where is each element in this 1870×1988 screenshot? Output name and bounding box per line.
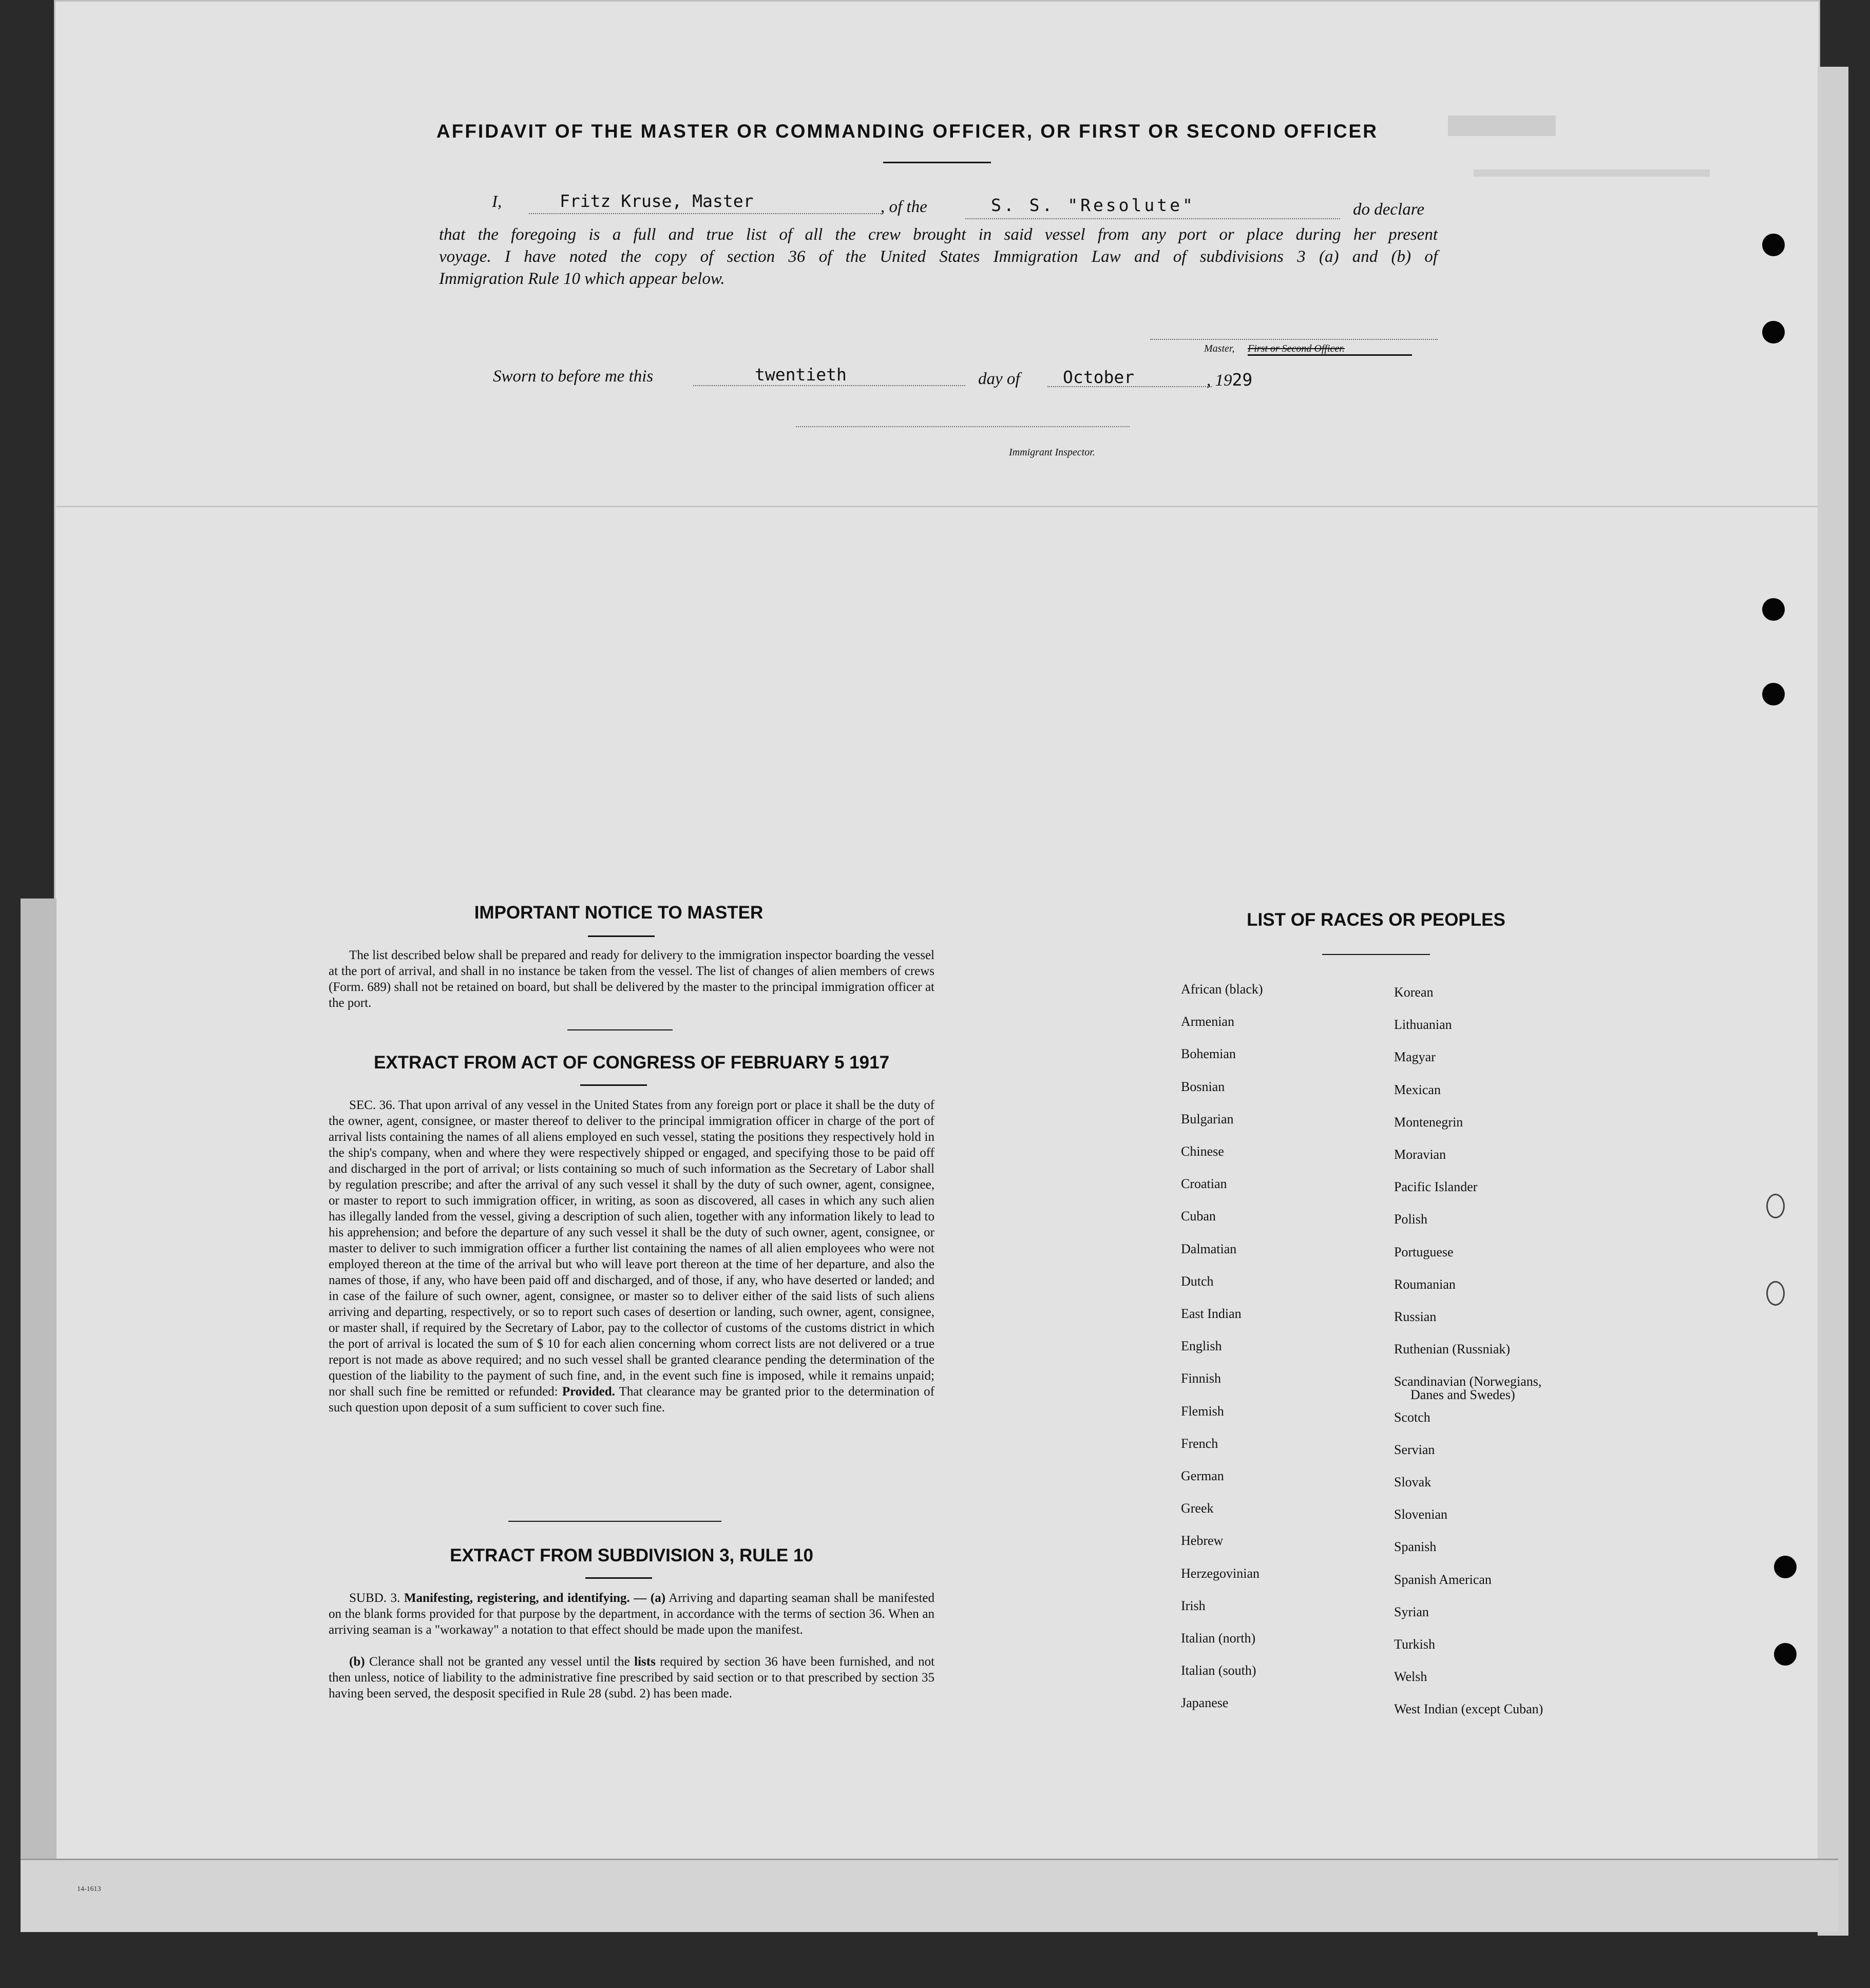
- rule10-a-prefix: SUBD. 3.: [349, 1591, 400, 1605]
- rule10-b-body-1: Clerance shall not be granted any vessel until the: [369, 1655, 630, 1669]
- punch-hole: [1774, 1643, 1797, 1666]
- affidavit-line-3: voyage. I have noted the copy of section 36 of the United States Immigration Law and of subdivisions 3 (a) and (b) of: [439, 247, 1438, 266]
- act-title: EXTRACT FROM ACT OF CONGRESS OF FEBRUARY 5 1917: [373, 1053, 890, 1073]
- punch-hole: [1762, 321, 1785, 343]
- race-list-item: Armenian: [1181, 1014, 1234, 1029]
- race-list-item: Dalmatian: [1181, 1241, 1237, 1256]
- rule10-title: EXTRACT FROM SUBDIVISION 3, RULE 10: [450, 1545, 813, 1565]
- affidavit-title: AFFIDAVIT OF THE MASTER OR COMMANDING OFFICER, OR FIRST OR SECOND OFFICER: [436, 121, 1378, 142]
- bleed-through-shape: [1448, 116, 1556, 136]
- act-divider: [508, 1521, 721, 1522]
- year-entry: 29: [1232, 370, 1253, 390]
- punch-hole-outline: [1766, 1194, 1785, 1218]
- races-title: LIST OF RACES OR PEOPLES: [1247, 910, 1505, 930]
- bleed-through-shape: [1474, 169, 1710, 177]
- affidavit-line-4: Immigration Rule 10 which appear below.: [439, 270, 725, 288]
- race-list-item: Slovak: [1394, 1475, 1432, 1489]
- master-label: Master,: [1204, 343, 1235, 354]
- race-list-item: French: [1181, 1436, 1218, 1451]
- race-list-item: Roumanian: [1394, 1277, 1456, 1292]
- act-text-end: That clearance may be granted prior to the determination of such question upon deposit of a sum sufficient to cover such fine.: [329, 1385, 934, 1414]
- act-provided: Provided.: [562, 1385, 615, 1399]
- notice-title-underline: [588, 935, 655, 937]
- race-list-item: Cuban: [1181, 1209, 1216, 1224]
- year-field: [1207, 370, 1252, 390]
- act-text-body: SEC. 36. That upon arrival of any vessel in the United States from any foreign port or place it shall be the duty of the owner, agent, consignee, or master thereof to deliver to the principal immigration officer in charge of the port of arrival lists containing the names of all aliens employed en such vessel, stating the positions they respectively hold in the ship's company, when and where they were respectively shipped or engaged, and specifying those to be paid off and discharged in the port of arrival; or lists containing so much of such information as the Secretary of Labor shall by regulation prescribe; and after the arrival of any such vessel it shall by the duty of such owner, agent, consignee, or master to report to such immigration officer, in writing, as soon as discovered, all cases in which any such alien has illegally landed from the vessel, giving a description of such alien, together with any information likely to lead to his apprehension; and before the departure of any such vessel it shall be the duty of such owner, agent, consignee, or master to deliver to such immigration officer a further list containing the names of all alien employees who were not employed thereon at the time of the arrival but who will leave port thereon at the time of her departure, and also the names of those, if any, who have been paid off and discharged, and of those, if any, who have deserted or landed; and in case of the failure of such owner, agent, consignee, or master so to deliver either of the said lists of such aliens arriving and departing, respectively, or so to report such cases of desertion or landing, such owner, agent, consignee, or master shall, if required by the Secretary of Labor, pay to the collector of customs of the customs district in which the port of arrival is located the sum of $ 10 for each alien concerning whom correct lists are not delivered or a true report is not made as above required; and no such vessel shall be granted clearance pending the determination of the question of the liability to the payment of such fine, and, in the event such fine is imposed, while it remains unpaid; nor shall such fine be remitted or refunded:: [329, 1098, 934, 1399]
- affidavit-line-2: that the foregoing is a full and true list of all the crew brought in said vessel from any port or place during her present: [439, 225, 1438, 244]
- title-underline: [883, 162, 991, 163]
- race-list-item: African (black): [1181, 982, 1263, 997]
- vessel-name-entry: S. S. "Resolute": [991, 195, 1195, 215]
- rule10-a-body: Arriving and daparting seaman shall be manifested on the blank forms provided for that purpose by the department, in accordance with the terms of section 36. When an arriving seaman is a "workaway" a notation to that effect should be made upon the manifest.: [329, 1591, 935, 1637]
- race-list-item: Greek: [1181, 1501, 1214, 1516]
- race-list-item: Portuguese: [1394, 1245, 1454, 1259]
- day-of-label: day of: [978, 370, 1020, 388]
- race-list-item: Korean: [1394, 985, 1434, 1000]
- act-text: [329, 1097, 934, 1416]
- race-list-item: Slovenian: [1394, 1507, 1447, 1522]
- race-list-item: Montenegrin: [1394, 1115, 1463, 1130]
- punch-hole: [1774, 1556, 1797, 1578]
- form-number: 14-1613: [77, 1885, 101, 1893]
- document-page: [54, 0, 1820, 1930]
- vessel-blank-line: [965, 218, 1340, 219]
- rule10-a-bold: Manifesting, registering, and identifying. — (a): [404, 1591, 666, 1605]
- notice-text: The list described below shall be prepared and ready for delivery to the immigration inspector boarding the vessel at the port of arrival, and shall in no instance be taken from the vessel. The list of changes of alien members of crews (Form. 689) shall not be retained on board, but shall be delivered by the master to the principal immigration officer at the port.: [329, 948, 934, 1010]
- race-list-item: Turkish: [1394, 1637, 1435, 1652]
- sworn-label: Sworn to before me this: [493, 367, 654, 386]
- race-list-item: Finnish: [1181, 1371, 1222, 1386]
- race-list-item: Dutch: [1181, 1274, 1214, 1289]
- race-list-item: Spanish: [1394, 1539, 1437, 1554]
- race-list-item: Flemish: [1181, 1404, 1224, 1419]
- race-list-item: Scotch: [1394, 1410, 1430, 1425]
- race-list-item: Ruthenian (Russniak): [1394, 1342, 1511, 1356]
- punch-hole: [1762, 598, 1785, 621]
- underlying-page-edge-bottom: [21, 1859, 1838, 1932]
- inspector-label: Immigrant Inspector.: [1009, 447, 1095, 458]
- rule10-b-bold: (b): [349, 1655, 365, 1669]
- strike-line: [1248, 354, 1412, 356]
- act-title-underline: [580, 1084, 647, 1086]
- affidavit-pronoun: I,: [492, 193, 502, 211]
- of-the-label: , of the: [881, 198, 927, 216]
- punch-hole-outline: [1766, 1281, 1785, 1306]
- race-list-item: Bulgarian: [1181, 1112, 1234, 1126]
- name-blank-line: [529, 213, 883, 214]
- race-list-item: Irish: [1181, 1598, 1206, 1613]
- rule10-a-text: [329, 1590, 934, 1638]
- notice-title: IMPORTANT NOTICE TO MASTER: [474, 903, 764, 923]
- races-title-underline: [1322, 954, 1430, 955]
- year-prefix: , 19: [1207, 371, 1232, 390]
- race-list-item: Pacific Islander: [1394, 1179, 1478, 1194]
- notice-divider: [567, 1029, 673, 1030]
- day-blank-line: [693, 385, 965, 386]
- race-list-item: Spanish American: [1394, 1572, 1492, 1587]
- struck-officer-label: First or Second Officer.: [1248, 343, 1345, 354]
- race-list-item: Servian: [1394, 1442, 1435, 1457]
- sworn-month-entry: October: [1063, 367, 1135, 387]
- race-list-item: English: [1181, 1339, 1222, 1353]
- do-declare-label: do declare: [1353, 200, 1424, 219]
- race-list-item: Welsh: [1394, 1669, 1427, 1684]
- race-list-item: German: [1181, 1468, 1224, 1483]
- page-edge: [1818, 67, 1848, 1936]
- fold-line: [56, 506, 1818, 507]
- race-list-item: Bohemian: [1181, 1046, 1236, 1061]
- underlying-page-edge: [21, 899, 56, 1915]
- race-list-item: Magyar: [1394, 1049, 1436, 1064]
- race-list-item: Chinese: [1181, 1144, 1224, 1159]
- race-list-item: Bosnian: [1181, 1079, 1225, 1094]
- race-list-item: Scandinavian (Norwegians,: [1394, 1374, 1542, 1389]
- month-blank-line: [1047, 386, 1212, 387]
- race-list-item: West Indian (except Cuban): [1394, 1702, 1543, 1716]
- race-list-item: Mexican: [1394, 1082, 1441, 1097]
- race-list-item: Herzegovinian: [1181, 1566, 1260, 1581]
- race-scandinavian-continued: Danes and Swedes): [1410, 1387, 1515, 1402]
- punch-hole: [1762, 234, 1785, 256]
- race-list-item: Syrian: [1394, 1604, 1429, 1619]
- race-list-item: Russian: [1394, 1309, 1437, 1324]
- master-name-entry: Fritz Kruse, Master: [560, 191, 754, 211]
- race-list-item: Italian (north): [1181, 1631, 1256, 1646]
- rule10-b-body-2: required by section 36 have been furnished, and not then unless, notice of liability to the administrative fine prescribed by said section or to that prescribed by section 35 having been served, the desposit specified in Rule 28 (subd. 2) has been made.: [329, 1655, 935, 1700]
- rule10-b-text: [329, 1654, 934, 1702]
- race-list-item: Italian (south): [1181, 1663, 1256, 1678]
- rule10-title-underline: [585, 1577, 652, 1579]
- race-list-item: East Indian: [1181, 1306, 1242, 1321]
- race-list-item: Lithuanian: [1394, 1017, 1452, 1032]
- master-signature-line: [1150, 339, 1438, 340]
- sworn-day-entry: twentieth: [755, 365, 847, 385]
- race-list-item: Polish: [1394, 1212, 1428, 1227]
- race-list-item: Moravian: [1394, 1147, 1446, 1162]
- race-list-item: Croatian: [1181, 1176, 1227, 1191]
- race-list-item: Hebrew: [1181, 1533, 1224, 1548]
- punch-hole: [1762, 683, 1785, 705]
- race-list-item: Japanese: [1181, 1695, 1229, 1710]
- inspector-signature-line: [796, 426, 1130, 427]
- rule10-b-bold-lists: lists: [634, 1655, 656, 1669]
